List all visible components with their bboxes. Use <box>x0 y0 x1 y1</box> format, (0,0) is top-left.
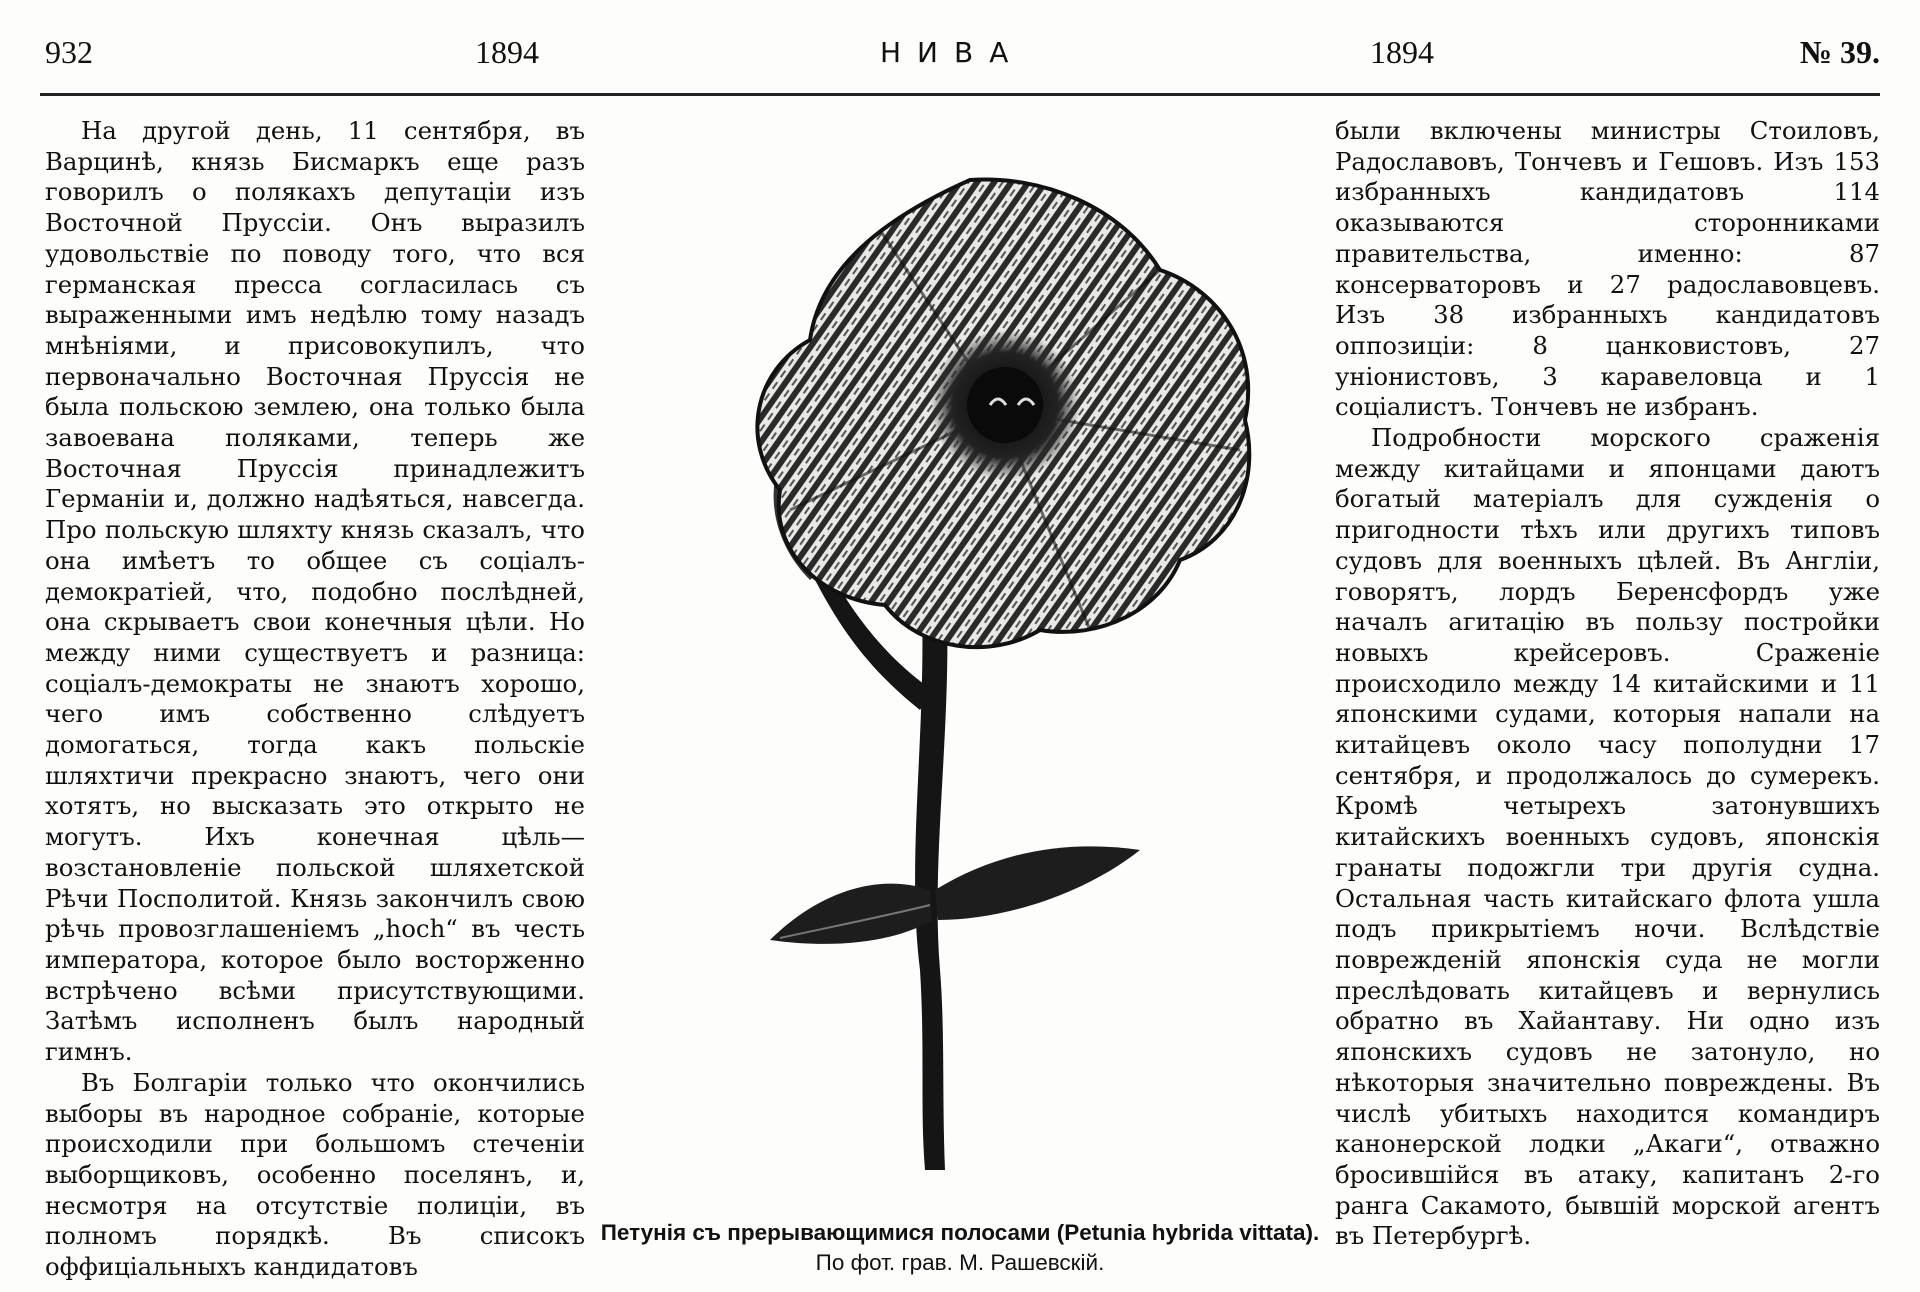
figure-caption-credit: По фот. грав. М. Рашевскій. <box>815 1250 1105 1275</box>
petunia-illustration <box>620 150 1320 1200</box>
figure-caption <box>600 1218 1320 1278</box>
right-paragraph-bulgaria-continued: были включены министры Стоиловъ, Радославовъ, Тончевъ и Гешовъ. Изъ 153 избранныхъ кандидатовъ 114 оказываются сторонниками правительства, именно: 87 консерваторовъ и 27 радославовцевъ. Изъ 38 избранныхъ кандидатовъ оппозиціи: 8 цанковистовъ, 27 уніонистовъ, 3 каравеловца и 1 соціалистъ. Тончевъ не избранъ. <box>1335 116 1880 422</box>
year-right: 1894 <box>1370 34 1434 70</box>
right-paragraph-naval-battle: Подробности морского сраженія между китайцами и японцами даютъ богатый матеріалъ для сужденія о пригодности тѣхъ или другихъ типовъ судовъ для военныхъ цѣлей. Въ Англіи, говорятъ, лордъ Беренсфордъ уже началъ агитацію въ пользу постройки новыхъ крейсеровъ. Сраженіе происходило между 14 китайскими и 11 японскими судами, которыя напали на китайцевъ около часу пополудни 17 сентября, и продолжалось до сумерекъ. Кромѣ четырехъ затонувшихъ китайскихъ военныхъ судовъ, японскія гранаты подожгли три другія судна. Остальная часть китайскаго флота ушла подъ прикрытіемъ ночи. Вслѣдствіе поврежденій японскія суда не могли преслѣдовать китайцевъ и вернулись обратно въ Хайантаву. Ни одно изъ японскихъ судовъ не затонуло, но нѣкоторыя значительно повреждены. Въ числѣ убитыхъ находится командиръ канонерской лодки „Акаги“, отважно бросившійся въ атаку, капитанъ 2-го ранга Сакамото, бывшій морской агентъ въ Петербургѣ. <box>1335 423 1880 1251</box>
left-paragraph-bulgaria: Въ Болгаріи только что окончились выборы въ народное собраніе, которые происходили при большомъ стеченіи выборщиковъ, особенно поселянъ, и, несмотря на отсутствіе полиціи, въ полномъ порядкѣ. Въ списокъ оффиціальныхъ кандидатовъ <box>45 1067 585 1282</box>
year-left: 1894 <box>475 34 539 70</box>
petunia-engraving <box>620 150 1320 1200</box>
issue-number: № 39. <box>1799 34 1880 70</box>
page-header <box>40 34 1880 86</box>
left-paragraph-bismarck: На другой день, 11 сентября, въ Варцинѣ, князь Бисмаркъ еще разъ говорилъ о полякахъ депутаціи изъ Восточной Пруссіи. Онъ выразилъ удовольствіе по поводу того, что вся германская пресса согласилась съ выраженными имъ недѣлю тому назадъ мнѣніями, и присовокупилъ, что первоначально Восточная Пруссія не была польскою землею, она только была завоевана поляками, теперь же Восточная Пруссія принадлежитъ Германіи и, должно надѣяться, навсегда. Про польскую шляхту князь сказалъ, что она имѣетъ то общее съ соціалъ-демократіей, что, подобно послѣдней, она скрываетъ свои конечныя цѣли. Но между ними существуетъ и разница: соціалъ-демократы не знаютъ хорошо, чего имъ собственно слѣдуетъ домогаться, тогда какъ польскіе шляхтичи прекрасно знаютъ, чего они хотятъ, но высказать это открыто не могутъ. Ихъ конечная цѣль—возстановленіе польской шляхетской Рѣчи Посполитой. Князь закончилъ свою рѣчь провозглашеніемъ „hoch“ въ честь императора, которое было восторженно встрѣчено всѣми присутствующими. Затѣмъ исполненъ былъ народный гимнъ. <box>45 116 585 1067</box>
left-column <box>45 116 585 1283</box>
right-column <box>1335 116 1880 1252</box>
header-rule <box>40 93 1880 96</box>
journal-title: НИВА <box>880 36 1025 69</box>
figure-caption-title: Петунія съ прерывающимися полосами (Petunia hybrida vittata). <box>600 1220 1320 1245</box>
page-number: 932 <box>45 34 93 70</box>
